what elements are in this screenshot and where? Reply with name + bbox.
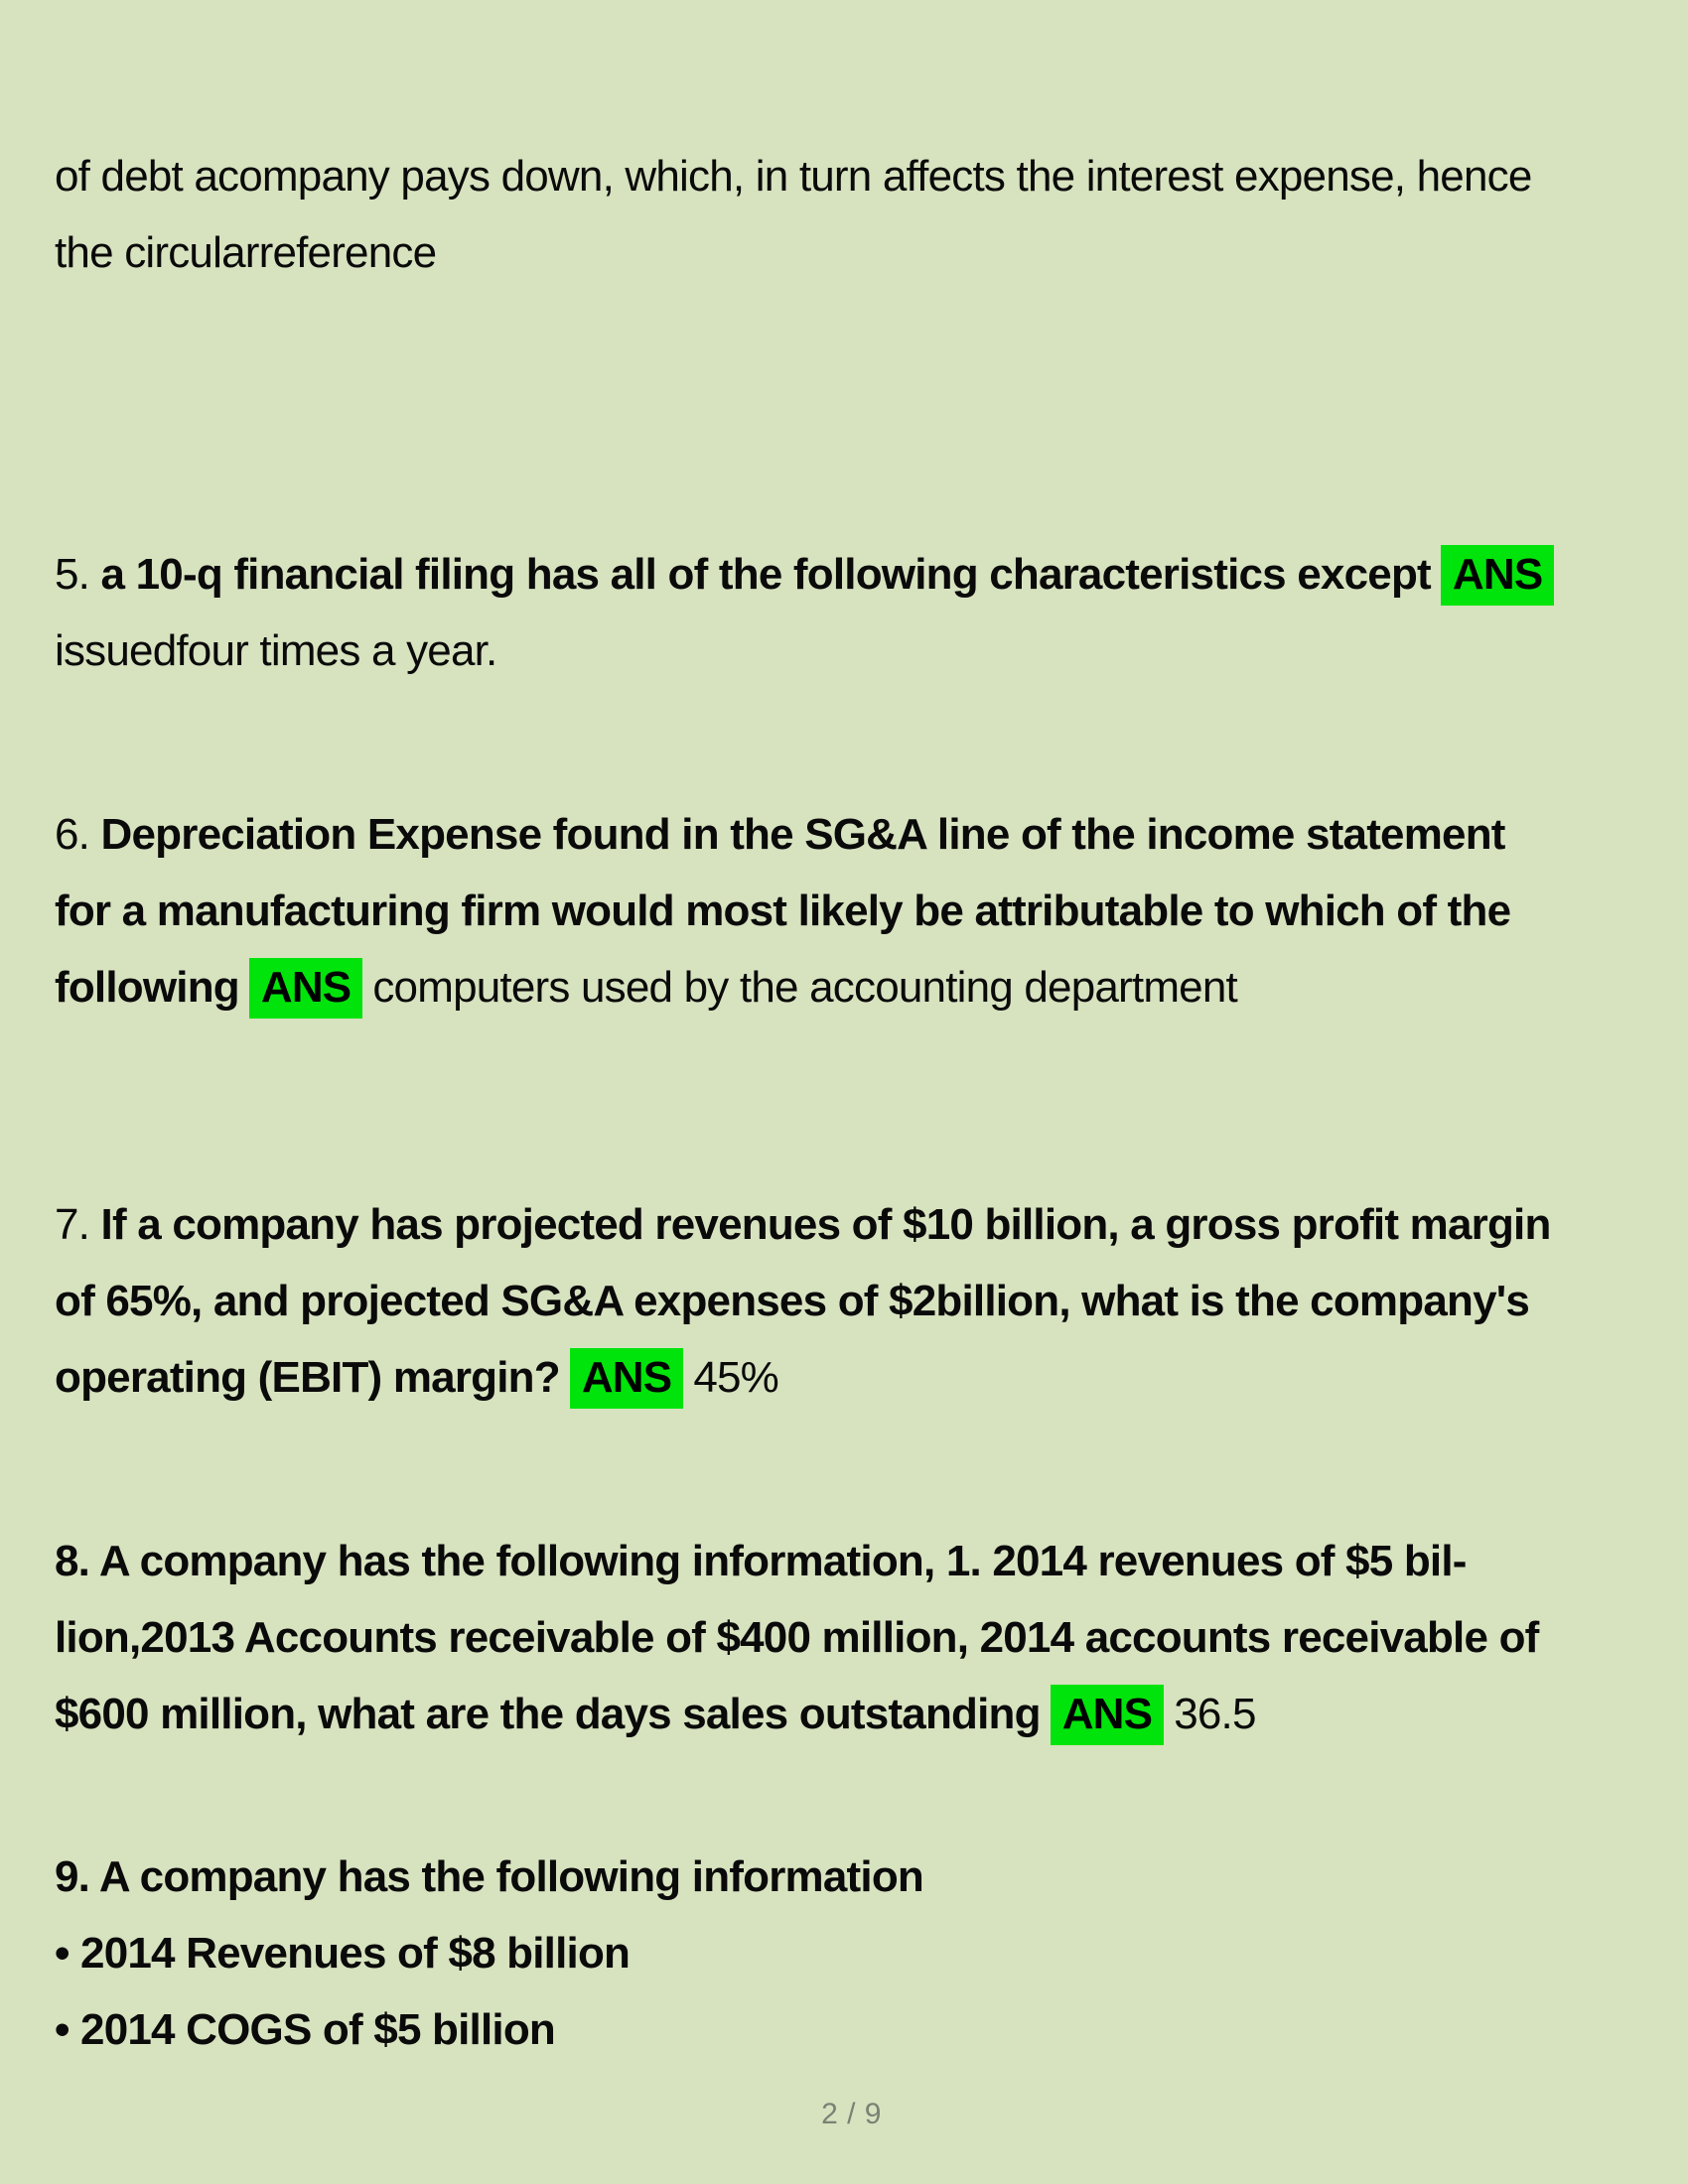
question-8-text-3: $600 million, what are the days sales outstanding	[55, 1690, 1041, 1738]
question-8-line-2: lion,2013 Accounts receivable of $400 million, 2014 accounts receivable of	[55, 1613, 1539, 1662]
intro-line-2: the circularreference	[55, 228, 437, 277]
question-8-answer-text: 36.5	[1174, 1690, 1256, 1738]
question-9-bullet-2: • 2014 COGS of $5 billion	[55, 2005, 555, 2054]
question-7-number: 7.	[55, 1200, 101, 1249]
question-7-line-2: of 65%, and projected SG&A expenses of $2billion, what is the company's	[55, 1277, 1530, 1325]
question-8-line-1: 8. A company has the following information, 1. 2014 revenues of $5 bil-	[55, 1537, 1467, 1585]
question-9	[55, 1839, 1648, 2068]
question-8	[55, 1523, 1648, 1752]
question-9-line-1: 9. A company has the following information	[55, 1852, 923, 1901]
question-5-number: 5.	[55, 550, 101, 599]
question-6	[55, 796, 1648, 1025]
question-6-text-1: Depreciation Expense found in the SG&A line of the income statement	[100, 810, 1505, 859]
question-6-line-2: for a manufacturing firm would most likely be attributable to which of the	[55, 887, 1511, 935]
answer-highlight-q6: ANS	[249, 958, 363, 1019]
question-7-line-1	[55, 1186, 1648, 1263]
answer-highlight-q8: ANS	[1051, 1685, 1165, 1745]
intro-line-1: of debt acompany pays down, which, in turn affects the interest expense, hence	[55, 152, 1532, 201]
question-7-text-1: If a company has projected revenues of $10 billion, a gross profit margin	[100, 1200, 1551, 1249]
answer-highlight-q7: ANS	[570, 1348, 684, 1409]
question-9-bullet-1: • 2014 Revenues of $8 billion	[55, 1929, 631, 1978]
question-7-answer-text: 45%	[693, 1353, 778, 1402]
question-6-number: 6.	[55, 810, 101, 859]
question-5-text: a 10-q financial filing has all of the following characteristics except	[100, 550, 1431, 599]
question-6-line-3	[55, 949, 1648, 1025]
question-7-line-3	[55, 1339, 1648, 1416]
question-8-line-3	[55, 1676, 1648, 1752]
question-5-line-1	[55, 536, 1648, 613]
question-5-line-2: issuedfour times a year.	[55, 626, 497, 675]
paragraph-intro	[55, 138, 1648, 291]
question-6-text-3: following	[55, 963, 239, 1012]
question-6-answer-text: computers used by the accounting department	[372, 963, 1237, 1012]
question-6-line-1	[55, 796, 1648, 873]
answer-highlight-q5: ANS	[1441, 545, 1555, 606]
question-7-text-3: operating (EBIT) margin?	[55, 1353, 560, 1402]
page-indicator: 2 / 9	[821, 2098, 882, 2130]
question-5	[55, 536, 1648, 689]
question-7	[55, 1186, 1648, 1416]
